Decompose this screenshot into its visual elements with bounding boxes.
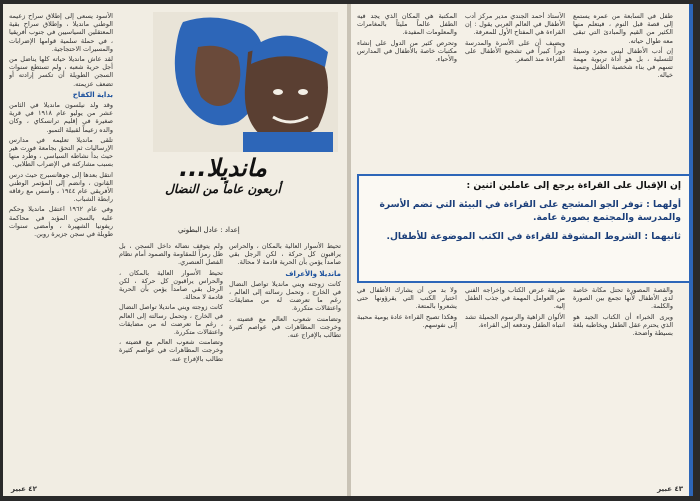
text-column-right: [573, 12, 673, 167]
paragraph: إن أدب الأطفال ليس مجرد وسيلة للتسلية ، بل هو أداة تربوية مهمة تسهم في بناء شخصية الطفل وتنمية خياله.: [573, 46, 673, 80]
text-column-right: [229, 242, 341, 482]
mandela-portrait-photo: [153, 12, 338, 152]
callout-point-2: ثانيهما : الشروط المشوقة للقراءة في الكتب الموضوعة للأطفال.: [386, 231, 681, 242]
paragraph: المكتبة هي المكان الذي يجد فيه الطفل عالماً مليئاً بالمغامرات والمعلومات المفيدة.: [357, 12, 457, 37]
paragraph: لقد عاش مانديلا حياته كلها يناضل من أجل حرية شعبه ، ولم تستطع سنوات السجن الطويلة أن تكسر إرادته أو تضعف عزيمته.: [9, 55, 113, 88]
text-column-left: [357, 12, 457, 167]
paragraph: الأسود يسعى إلى إطلاق سراح زعيمه الوطني مانديلا ، وإطلاق سراح بقية المعتقلين السياسيين في جنوب أفريقيا ، في حملة سلمية قوامها الإضرابات والمسيرات الاحتجاجية.: [9, 12, 113, 53]
paragraph: ويضيف أن على الأسرة والمدرسة دوراً كبيراً في تشجيع الأطفال على القراءة منذ الصغر.: [465, 38, 565, 64]
text-column-middle: [119, 242, 223, 482]
paragraph: تحيط الأسوار العالية بالمكان ، والحراس يراقبون كل حركة ، لكن الرجل بقي صامداً يؤمن بأن الحرية قادمة لا محالة.: [229, 242, 341, 267]
paragraph: وقد ولد نيلسون مانديلا في الثامن عشر من يوليو عام ١٩١٨ في قرية صغيرة في إقليم ترانسكاي ، وكان والده زعيماً لقبيلة التمبو.: [9, 101, 113, 134]
paragraph: الأستاذ أحمد الجندي مدير مركز أدب الأطفال في العالم العربي يقول : إن القراءة هي المفتاح الأول للمعرفة.: [465, 12, 565, 37]
section-heading: مانديلا والأعراف: [285, 269, 341, 278]
text-column-middle: [465, 286, 565, 481]
text-column-left: [9, 12, 113, 482]
paragraph: طفل في السابعة من عمره يستمع إلى قصة قبل النوم ، فيتعلم منها الكثير من القيم والمبادئ التي تبقى معه طوال حياته.: [573, 12, 673, 45]
text-column-right: [573, 286, 673, 481]
headline: مانديلا...: [179, 154, 267, 182]
highlight-callout-box: [357, 174, 691, 283]
callout-point-1: أولهما : توفر الجو المشجع على القراءة في البيئة التي تضم الأسرة والمدرسة والمجتمع بصورة عامة.: [379, 199, 681, 223]
paragraph: انتقل بعدها إلى جوهانسبرج حيث درس القانون ، وانضم إلى المؤتمر الوطني الأفريقي عام ١٩٤٤ ، وأسس مع رفاقه رابطة الشباب.: [9, 170, 113, 204]
paragraph: كانت زوجته ويني مانديلا تواصل النضال في الخارج ، وتحمل رسالته إلى العالم ، رغم ما تعرضت له من مضايقات واعتقالات متكررة.: [119, 303, 223, 337]
subheadline: أربعون عاماً من النضال: [165, 182, 281, 196]
text-column-middle: [465, 12, 565, 167]
left-page: [3, 4, 347, 496]
magazine-spread: [3, 4, 693, 496]
paragraph: طريقة عرض الكتاب وإخراجه الفني من العوامل المهمة في جذب الطفل إليه.: [465, 286, 565, 311]
paragraph: كانت زوجته ويني مانديلا تواصل النضال في الخارج ، وتحمل رسالته إلى العالم ، رغم ما تعرضت له من مضايقات واعتقالات متكررة.: [229, 279, 341, 313]
section-heading: بداية الكفاح: [72, 90, 113, 99]
author-credit: إعداد : عادل البطوني: [178, 226, 240, 234]
article-title-block: [133, 154, 313, 196]
paragraph: وتضامنت شعوب العالم مع قضيته ، وخرجت المظاهرات في عواصم كثيرة تطالب بالإفراج عنه.: [119, 338, 223, 363]
paragraph: تحيط الأسوار العالية بالمكان ، والحراس يراقبون كل حركة ، لكن الرجل بقي صامداً يؤمن بأن الحرية قادمة لا محالة.: [119, 268, 223, 302]
callout-question: إن الإقبال على القراءة يرجع إلى عاملين اثنين :: [466, 180, 681, 191]
page-footer: ٤٣ عبير: [657, 485, 683, 493]
paragraph: ولا بد من أن يشارك الأطفال في اختيار الكتب التي يقرؤونها حتى يشعروا بالمتعة.: [357, 286, 457, 311]
paragraph: وتضامنت شعوب العالم مع قضيته ، وخرجت المظاهرات في عواصم كثيرة تطالب بالإفراج عنه.: [229, 314, 341, 340]
page-edge-stripe: [689, 4, 693, 496]
right-page: [351, 4, 693, 496]
paragraph: تلقى مانديلا تعليمه في مدارس الإرساليات ثم التحق بجامعة فورت هير حيث بدأ نشاطه السياسي ، وطُرد منها بسبب مشاركته في الإضراب الطلابي.: [9, 135, 113, 169]
paragraph: والقصة المصورة تحتل مكانة خاصة لدى الأطفال لأنها تجمع بين الصورة والكلمة.: [573, 286, 673, 311]
paragraph: ولم يتوقف نضاله داخل السجن ، بل ظل رمزاً للمقاومة والصمود أمام نظام الفصل العنصري.: [119, 242, 223, 267]
paragraph: ويرى الخبراء أن الكتاب الجيد هو الذي يحترم عقل الطفل ويخاطبه بلغة بسيطة واضحة.: [573, 312, 673, 338]
paragraph: وهكذا تصبح القراءة عادة يومية محببة إلى نفوسهم.: [357, 312, 457, 329]
paragraph: وفي عام ١٩٦٢ اعتقل مانديلا وحكم عليه بالسجن المؤبد في محاكمة ريفونيا الشهيرة ، وأمضى سنوات طويلة في سجن جزيرة روبن.: [9, 205, 113, 239]
text-column-left: [357, 286, 457, 481]
paragraph: وتحرص كثير من الدول على إنشاء مكتبات خاصة بالأطفال في المدارس والأحياء.: [357, 38, 457, 64]
page-footer: ٤٢ عبير: [11, 485, 37, 493]
paragraph: الألوان الزاهية والرسوم الجميلة تشد انتباه الطفل وتدفعه إلى القراءة.: [465, 312, 565, 329]
